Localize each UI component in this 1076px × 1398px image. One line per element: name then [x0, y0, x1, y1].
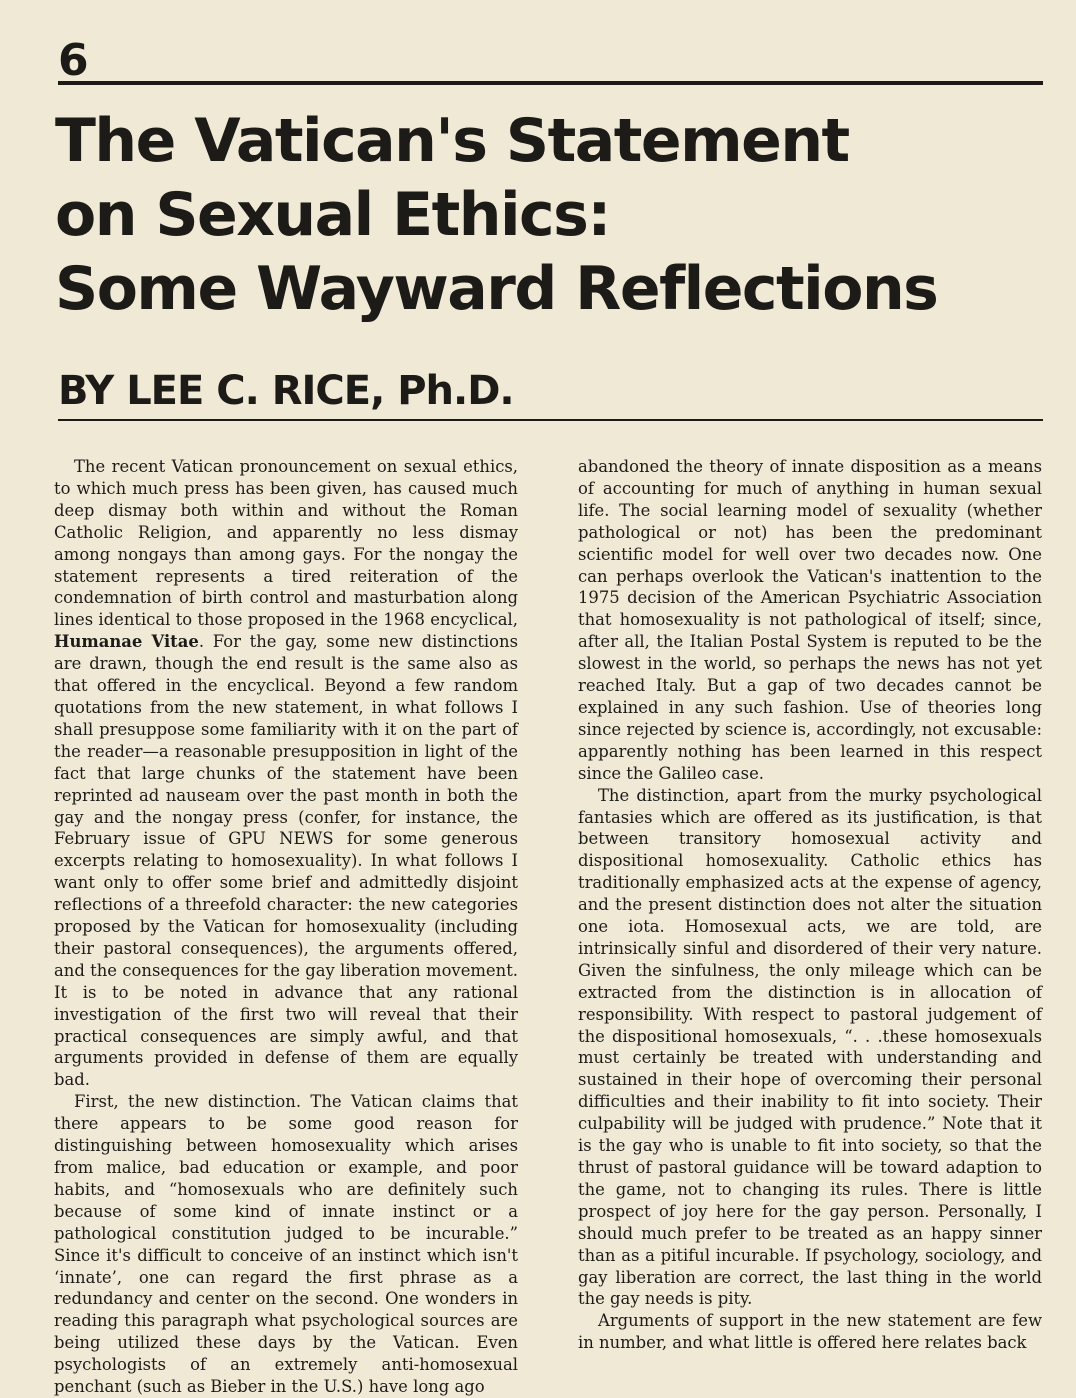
encyclical-title: Humanae Vitae	[54, 632, 199, 652]
article-left-column	[54, 456, 518, 1398]
paragraph: The distinction, apart from the murky psychological fantasies which are offered as its justification, is that between transitory homosexual activity and dispositional homosexuality. Catholic ethics has traditionally emphasized acts at the expense of agency, and the present distinction does not alter the situation one iota. Homosexual acts, we are told, are intrinsically sinful and disordered of their very nature. Given the sinfulness, the only mileage which can be extracted from the distinction is in allocation of responsibility. With respect to pastoral judgement of the dispositional homosexuals, “. . .these homosexuals must certainly be treated with understanding and sustained in their hope of overcoming their personal difficulties and their inability to fit into society. Their culpability will be judged with prudence.” Note that it is the gay who is unable to fit into society, so that the thrust of pastoral guidance will be toward adaption to the game, not to changing its rules. There is little prospect of joy here for the gay person. Personally, I should much prefer to be treated as an happy sinner than as a pitiful incurable. If psychology, sociology, and gay liberation are correct, the last thing in the world the gay needs is pity.	[578, 785, 1042, 1309]
top-rule	[58, 81, 1043, 85]
paragraph: Arguments of support in the new statement are few in number, and what little is offered here relates back	[578, 1311, 1042, 1353]
article-right-column	[578, 456, 1042, 1354]
paragraph	[54, 456, 518, 1091]
headline	[55, 104, 955, 326]
paragraph-text: The recent Vatican pronouncement on sexual ethics, to which much press has been given, has caused much deep dismay both within and without the Roman Catholic Religion, and apparently no less dismay among nongays than among gays. For the nongay the statement represents a tired reiteration of the condemnation of birth control and masturbation along lines identical to those proposed in the 1968 encyclical,	[54, 457, 518, 630]
byline-rule	[58, 419, 1043, 421]
headline-line-2: on Sexual Ethics:	[55, 180, 610, 250]
paragraph: abandoned the theory of innate disposition as a means of accounting for much of anything in human sexual life. The social learning model of sexuality (whether pathological or not) has been the predominant scientific model for well over two decades now. One can perhaps overlook the Vatican's inattention to the 1975 decision of the American Psychiatric Association that homosexuality is not pathological of itself; since, after all, the Italian Postal System is reputed to be the slowest in the world, so perhaps the news has not yet reached Italy. But a gap of two decades cannot be explained in any such fashion. Use of theories long since rejected by science is, accordingly, not excusable: apparently nothing has been learned in this respect since the Galileo case.	[578, 457, 1042, 783]
page-number: 6	[58, 35, 89, 86]
headline-line-1: The Vatican's Statement	[55, 106, 849, 176]
paragraph: First, the new distinction. The Vatican claims that there appears to be some good reason for distinguishing between homosexuality which arises from malice, bad education or example, and poor habits, and “homosexuals who are definitely such because of some kind of innate instinct or a pathological constitution judged to be incurable.” Since it's difficult to conceive of an instinct which isn't ‘innate’, one can regard the first phrase as a redundancy and center on the second. One wonders in reading this paragraph what psychological sources are being utilized these days by the Vatican. Even psychologists of an extremely anti-homosexual penchant (such as Bieber in the U.S.) have long ago	[54, 1092, 518, 1397]
headline-line-3: Some Wayward Reflections	[55, 254, 938, 324]
paragraph-text: . For the gay, some new distinctions are drawn, though the end result is the same also as that offered in the encyclical. Beyond a few random quotations from the new statement, in what follows I shall presuppose some familiarity with it on the part of the reader—a reasonable presupposition in light of the fact that large chunks of the statement have been reprinted ad nauseam over the past month in both the gay and the nongay press (confer, for instance, the February issue of GPU NEWS for some generous excerpts relating to homosexuality). In what follows I want only to offer some brief and admittedly disjoint reflections of a threefold character: the new categories proposed by the Vatican for homosexuality (including their pastoral consequences), the arguments offered, and the consequences for the gay liberation movement. It is to be noted in advance that any rational investigation of the first two will reveal that their practical consequences are simply awful, and that arguments provided in defense of them are equally bad.	[54, 632, 518, 1090]
byline: BY LEE C. RICE, Ph.D.	[58, 368, 514, 414]
